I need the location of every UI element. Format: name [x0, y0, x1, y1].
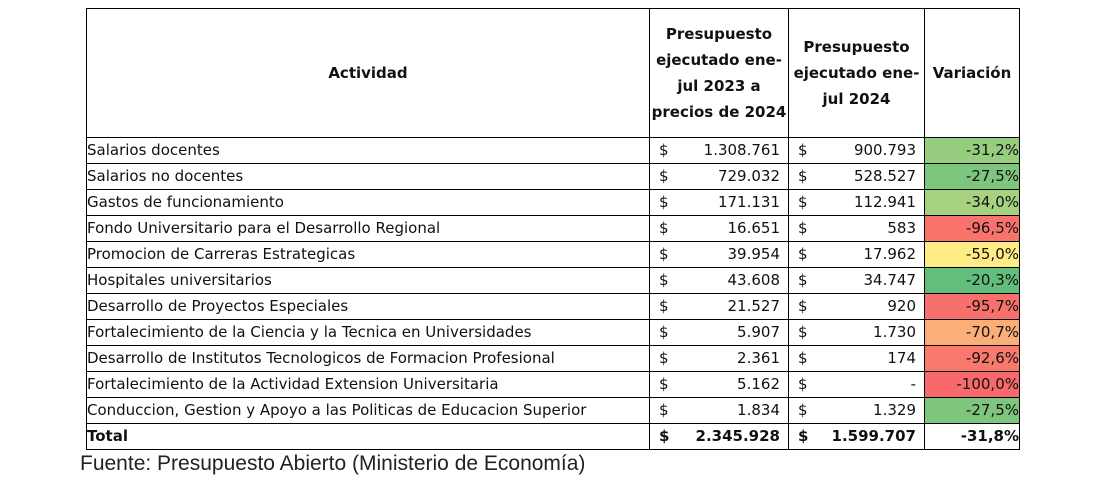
currency-symbol: $	[798, 427, 809, 445]
header-activity: Actividad	[87, 9, 650, 138]
currency-symbol: $	[659, 297, 669, 315]
currency-symbol: $	[659, 141, 669, 159]
amount-value: 171.131	[717, 193, 780, 211]
total-variation-cell: -31,8%	[925, 424, 1020, 450]
currency-symbol: $	[798, 141, 808, 159]
currency-symbol: $	[659, 427, 670, 445]
amount-value: 1.329	[873, 401, 916, 419]
amount-value: 39.954	[727, 245, 780, 263]
table-row	[87, 398, 1020, 424]
budget-2024-cell	[789, 268, 925, 294]
amount-value: 2.345.928	[695, 427, 780, 445]
currency-symbol: $	[798, 401, 808, 419]
amount-value: 528.527	[853, 167, 916, 185]
variation-cell: -20,3%	[925, 268, 1020, 294]
budget-2023-cell	[650, 398, 789, 424]
variation-cell: -34,0%	[925, 190, 1020, 216]
currency-symbol: $	[659, 245, 669, 263]
budget-2024-cell	[789, 398, 925, 424]
activity-cell: Fondo Universitario para el Desarrollo Regional	[87, 216, 650, 242]
header-row	[87, 9, 1020, 138]
amount-value: 112.941	[853, 193, 916, 211]
currency-symbol: $	[659, 323, 669, 341]
currency-symbol: $	[659, 167, 669, 185]
amount-value: 583	[887, 219, 916, 237]
budget-2023-cell	[650, 190, 789, 216]
total-row	[87, 424, 1020, 450]
budget-2023-cell	[650, 138, 789, 164]
amount-value: -	[910, 375, 916, 393]
table-row	[87, 138, 1020, 164]
amount-value: 1.834	[737, 401, 780, 419]
budget-2024-cell	[789, 138, 925, 164]
currency-symbol: $	[659, 375, 669, 393]
currency-symbol: $	[798, 349, 808, 367]
amount-value: 5.162	[737, 375, 780, 393]
activity-cell: Salarios docentes	[87, 138, 650, 164]
variation-cell: -100,0%	[925, 372, 1020, 398]
budget-2023-cell	[650, 268, 789, 294]
table-row	[87, 346, 1020, 372]
currency-symbol: $	[798, 193, 808, 211]
amount-value: 21.527	[727, 297, 780, 315]
currency-symbol: $	[798, 297, 808, 315]
budget-2024-cell	[789, 164, 925, 190]
variation-cell: -70,7%	[925, 320, 1020, 346]
amount-value: 1.308.761	[703, 141, 780, 159]
amount-value: 1.599.707	[831, 427, 916, 445]
activity-cell: Desarrollo de Institutos Tecnologicos de Formacion Profesional	[87, 346, 650, 372]
budget-2024-cell	[789, 294, 925, 320]
budget-table	[86, 8, 1020, 450]
activity-cell: Fortalecimiento de la Actividad Extension Universitaria	[87, 372, 650, 398]
budget-2024-cell	[789, 190, 925, 216]
amount-value: 17.962	[863, 245, 916, 263]
budget-2024-cell	[789, 242, 925, 268]
variation-cell: -96,5%	[925, 216, 1020, 242]
activity-cell: Salarios no docentes	[87, 164, 650, 190]
budget-2023-cell	[650, 372, 789, 398]
budget-2023-cell	[650, 216, 789, 242]
budget-2023-cell	[650, 164, 789, 190]
variation-cell: -95,7%	[925, 294, 1020, 320]
table-row	[87, 320, 1020, 346]
variation-cell: -27,5%	[925, 398, 1020, 424]
header-budget-2023: Presupuesto ejecutado ene-jul 2023 a precios de 2024	[650, 9, 789, 138]
budget-2023-cell	[650, 346, 789, 372]
total-2024-cell	[789, 424, 925, 450]
currency-symbol: $	[798, 245, 808, 263]
source-note: Fuente: Presupuesto Abierto (Ministerio de Economía)	[80, 452, 586, 475]
budget-2024-cell	[789, 320, 925, 346]
activity-cell: Promocion de Carreras Estrategicas	[87, 242, 650, 268]
activity-cell: Hospitales universitarios	[87, 268, 650, 294]
currency-symbol: $	[798, 375, 808, 393]
amount-value: 16.651	[727, 219, 780, 237]
amount-value: 43.608	[727, 271, 780, 289]
table-row	[87, 190, 1020, 216]
table-row	[87, 268, 1020, 294]
budget-2024-cell	[789, 216, 925, 242]
header-budget-2024: Presupuesto ejecutado ene-jul 2024	[789, 9, 925, 138]
budget-2023-cell	[650, 294, 789, 320]
variation-cell: -92,6%	[925, 346, 1020, 372]
amount-value: 2.361	[737, 349, 780, 367]
variation-cell: -31,2%	[925, 138, 1020, 164]
budget-2023-cell	[650, 242, 789, 268]
table-row	[87, 372, 1020, 398]
amount-value: 174	[887, 349, 916, 367]
budget-2024-cell	[789, 372, 925, 398]
header-variation: Variación	[925, 9, 1020, 138]
currency-symbol: $	[798, 167, 808, 185]
amount-value: 729.032	[717, 167, 780, 185]
currency-symbol: $	[659, 349, 669, 367]
currency-symbol: $	[659, 401, 669, 419]
currency-symbol: $	[659, 219, 669, 237]
amount-value: 5.907	[737, 323, 780, 341]
total-label: Total	[87, 424, 650, 450]
amount-value: 1.730	[873, 323, 916, 341]
total-2023-cell	[650, 424, 789, 450]
currency-symbol: $	[798, 323, 808, 341]
currency-symbol: $	[798, 271, 808, 289]
variation-cell: -27,5%	[925, 164, 1020, 190]
table-row	[87, 242, 1020, 268]
amount-value: 900.793	[853, 141, 916, 159]
budget-2024-cell	[789, 346, 925, 372]
activity-cell: Conduccion, Gestion y Apoyo a las Politicas de Educacion Superior	[87, 398, 650, 424]
currency-symbol: $	[659, 193, 669, 211]
currency-symbol: $	[798, 219, 808, 237]
table-row	[87, 164, 1020, 190]
amount-value: 920	[887, 297, 916, 315]
budget-2023-cell	[650, 320, 789, 346]
variation-cell: -55,0%	[925, 242, 1020, 268]
activity-cell: Fortalecimiento de la Ciencia y la Tecnica en Universidades	[87, 320, 650, 346]
table-row	[87, 216, 1020, 242]
table-row	[87, 294, 1020, 320]
activity-cell: Desarrollo de Proyectos Especiales	[87, 294, 650, 320]
amount-value: 34.747	[863, 271, 916, 289]
activity-cell: Gastos de funcionamiento	[87, 190, 650, 216]
currency-symbol: $	[659, 271, 669, 289]
